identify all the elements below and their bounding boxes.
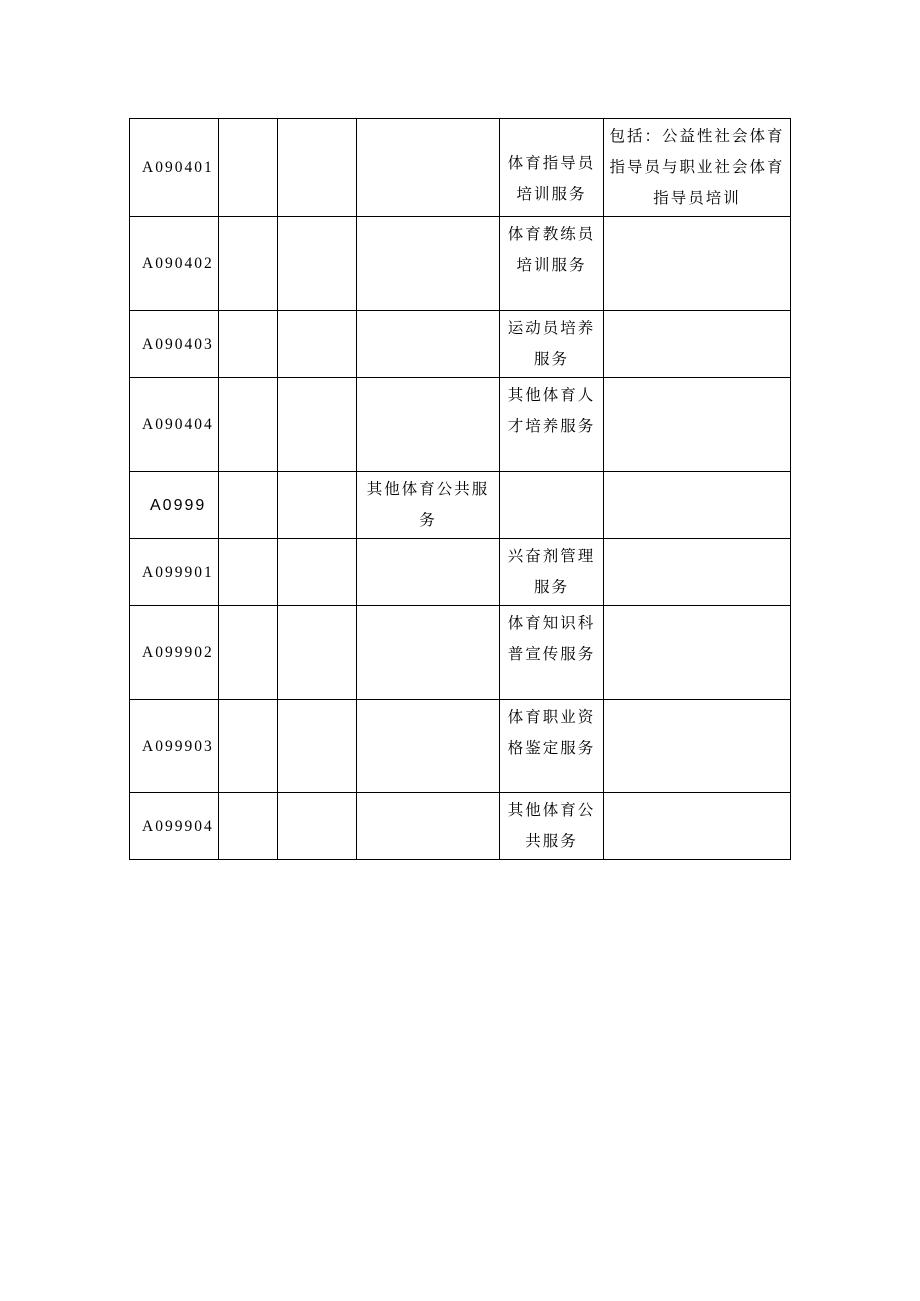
service-name: 体育教练员培训服务 [500, 217, 604, 311]
service-note [604, 606, 791, 700]
service-catalog-table [129, 118, 791, 860]
col-c-cell [278, 311, 357, 378]
table-row [130, 539, 791, 606]
row-code: A099903 [130, 700, 219, 793]
service-name: 其他体育人才培养服务 [500, 378, 604, 472]
col-b-cell [219, 119, 278, 217]
service-note [604, 700, 791, 793]
table-row [130, 119, 791, 217]
service-name: 体育职业资格鉴定服务 [500, 700, 604, 793]
service-note [604, 217, 791, 311]
col-b-cell [219, 539, 278, 606]
level3-name [357, 700, 500, 793]
level3-name [357, 793, 500, 860]
row-code: A090404 [130, 378, 219, 472]
service-name [500, 472, 604, 539]
col-c-cell [278, 793, 357, 860]
col-c-cell [278, 378, 357, 472]
level3-name [357, 539, 500, 606]
level3-name [357, 606, 500, 700]
col-b-cell [219, 700, 278, 793]
service-name: 体育知识科普宣传服务 [500, 606, 604, 700]
row-code: A090402 [130, 217, 219, 311]
service-note [604, 539, 791, 606]
level3-name [357, 217, 500, 311]
service-name: 其他体育公共服务 [500, 793, 604, 860]
service-name: 运动员培养服务 [500, 311, 604, 378]
service-note [604, 472, 791, 539]
col-b-cell [219, 378, 278, 472]
service-name: 兴奋剂管理服务 [500, 539, 604, 606]
level3-name [357, 119, 500, 217]
col-c-cell [278, 119, 357, 217]
row-code: A099901 [130, 539, 219, 606]
table-row [130, 217, 791, 311]
service-note [604, 378, 791, 472]
row-code: A099904 [130, 793, 219, 860]
col-b-cell [219, 311, 278, 378]
service-name: 体育指导员培训服务 [500, 119, 604, 217]
level3-name [357, 378, 500, 472]
service-note [604, 793, 791, 860]
col-c-cell [278, 217, 357, 311]
col-b-cell [219, 793, 278, 860]
table-row [130, 311, 791, 378]
service-note: 包括：公益性社会体育指导员与职业社会体育指导员培训 [604, 119, 791, 217]
col-b-cell [219, 472, 278, 539]
row-code: A090403 [130, 311, 219, 378]
col-c-cell [278, 472, 357, 539]
row-code: A0999 [130, 472, 219, 539]
level3-name [357, 311, 500, 378]
table-row [130, 472, 791, 539]
level3-name: 其他体育公共服务 [357, 472, 500, 539]
col-c-cell [278, 539, 357, 606]
row-code: A099902 [130, 606, 219, 700]
table-row [130, 700, 791, 793]
col-b-cell [219, 217, 278, 311]
table-row [130, 793, 791, 860]
table-row [130, 606, 791, 700]
col-c-cell [278, 606, 357, 700]
table-row [130, 378, 791, 472]
col-c-cell [278, 700, 357, 793]
row-code: A090401 [130, 119, 219, 217]
service-note [604, 311, 791, 378]
col-b-cell [219, 606, 278, 700]
